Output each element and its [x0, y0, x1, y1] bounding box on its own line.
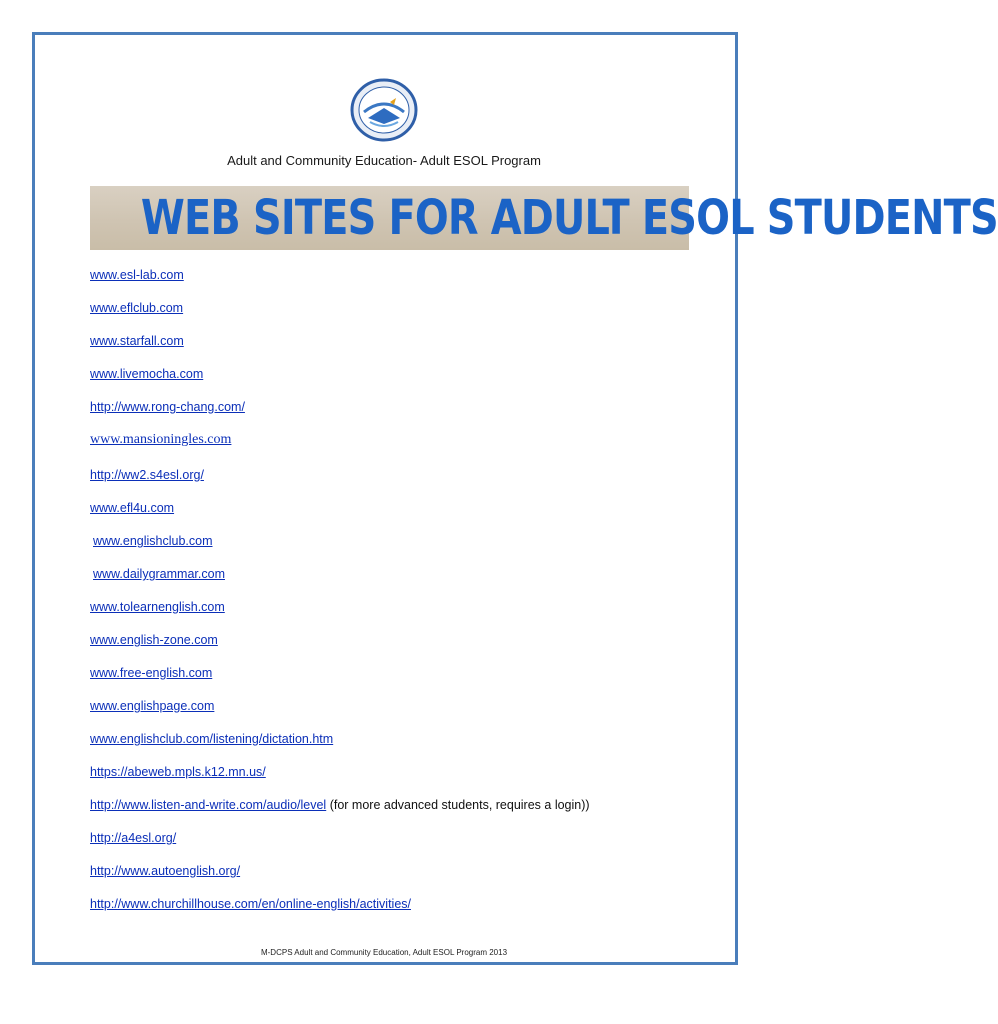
link-starfall[interactable]: www.starfall.com	[90, 334, 184, 348]
link-note: (for more advanced students, requires a login))	[329, 798, 590, 812]
link-churchillhouse[interactable]: http://www.churchillhouse.com/en/online-english/activities/	[90, 897, 411, 911]
list-item	[90, 400, 245, 414]
link-mansioningles[interactable]: www.mansioningles.com	[90, 432, 232, 447]
list-item	[90, 732, 333, 746]
page-border	[32, 32, 998, 965]
list-item	[90, 301, 183, 315]
link-englishclub-dictation[interactable]: www.englishclub.com/listening/dictation.htm	[90, 732, 334, 746]
list-item	[90, 468, 204, 482]
program-subtitle: Adult and Community Education- Adult ESOL Program	[227, 153, 541, 168]
link-free-english[interactable]: www.free-english.com	[90, 666, 213, 680]
list-item	[90, 897, 411, 911]
link-efl4u[interactable]: www.efl4u.com	[90, 501, 175, 515]
link-tolearnenglish[interactable]: www.tolearnenglish.com	[90, 600, 225, 614]
link-livemocha[interactable]: www.livemocha.com	[90, 367, 204, 381]
link-dailygrammar[interactable]: www.dailygrammar.com	[93, 567, 225, 581]
link-eflclub[interactable]: www.eflclub.com	[90, 301, 184, 315]
link-abeweb[interactable]: https://abeweb.mpls.k12.mn.us/	[90, 765, 266, 779]
link-english-zone[interactable]: www.english-zone.com	[90, 633, 218, 647]
link-englishclub[interactable]: www.englishclub.com	[93, 534, 213, 548]
link-esl-lab[interactable]: www.esl-lab.com	[90, 268, 184, 282]
link-rong-chang[interactable]: http://www.rong-chang.com/	[90, 400, 245, 414]
list-item	[90, 798, 590, 812]
link-englishpage[interactable]: www.englishpage.com	[90, 699, 215, 713]
list-item	[90, 765, 266, 779]
list-item	[93, 534, 213, 548]
list-item	[90, 367, 203, 381]
list-item	[90, 334, 184, 348]
list-item	[90, 666, 212, 680]
list-item	[90, 432, 231, 448]
list-item	[90, 268, 184, 282]
list-item	[93, 567, 225, 581]
list-item	[90, 600, 225, 614]
title-banner	[90, 186, 998, 250]
link-s4esl[interactable]: http://ww2.s4esl.org/	[90, 468, 204, 482]
link-autoenglish[interactable]: http://www.autoenglish.org/	[90, 864, 241, 878]
link-a4esl[interactable]: http://a4esl.org/	[90, 831, 177, 845]
banner-title: WEB SITES FOR ADULT ESOL STUDENTS	[140, 190, 998, 246]
page-footer: M-DCPS Adult and Community Education, Adult ESOL Program 2013	[260, 948, 508, 957]
list-item	[90, 633, 218, 647]
list-item	[90, 831, 176, 845]
link-listen-and-write[interactable]: http://www.listen-and-write.com/audio/level	[90, 798, 327, 812]
list-item	[90, 699, 214, 713]
list-item	[90, 864, 240, 878]
list-item	[90, 501, 174, 515]
school-logo	[350, 78, 418, 142]
